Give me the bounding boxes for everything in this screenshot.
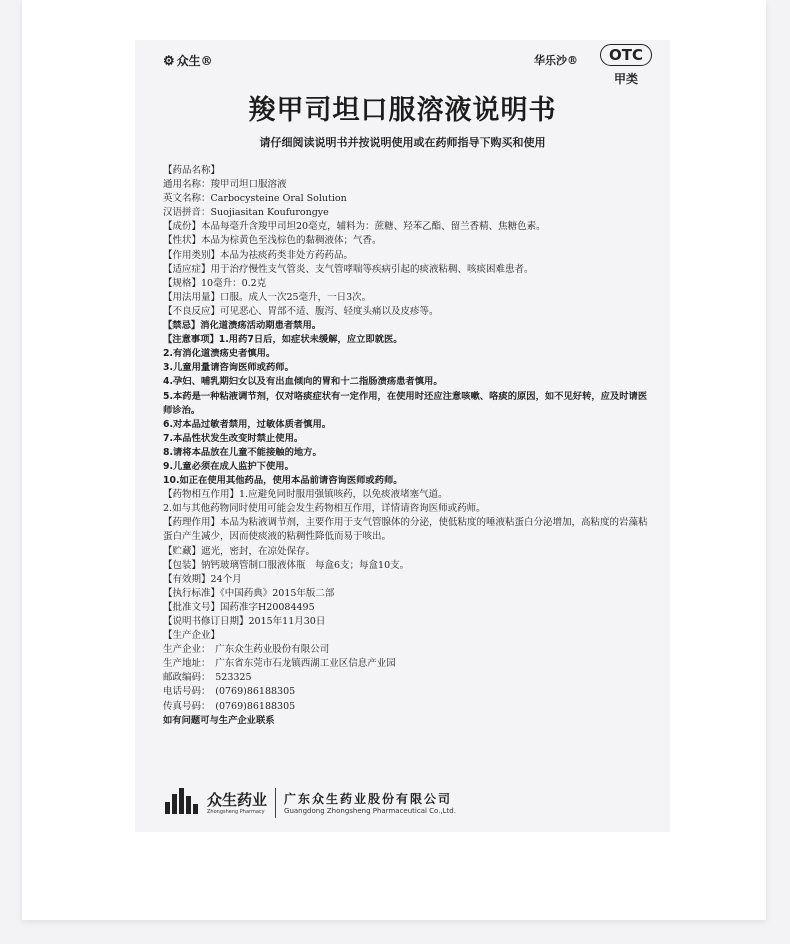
leaflet-line: 【规格】10毫升：0.2克 [163,277,267,289]
leaflet-line: 【作用类别】本品为祛痰药类非处方药药品。 [163,249,354,261]
leaflet-line: 生产企业： 广东众生药业股份有限公司 [163,644,330,656]
brand-name: 华乐沙® [534,54,578,67]
company-mark-icon: ⚙ [163,54,175,69]
document-title: 羧甲司坦口服溶液说明书 [248,95,557,126]
document-subtitle: 请仔细阅读说明书并按说明使用或在药师指导下购买和使用 [259,136,546,149]
leaflet-line: 【有效期】24个月 [163,573,242,585]
leaflet-line: 【执行标准】《中国药典》2015年版二部 [163,587,335,599]
leaflet-line: 【说明书修订日期】2015年11月30日 [163,616,326,627]
leaflet-line: 8.请将本品放在儿童不能接触的地方。 [163,446,322,458]
footer-logo [163,788,456,818]
otc-block [600,44,652,87]
zhongsheng-logo [163,52,213,69]
leaflet-line: 3.儿童用量请咨询医师或药师。 [163,362,294,374]
leaflet-line: 【包装】钠钙玻璃管制口服液体瓶 每盒6支；每盒10支。 [163,559,410,571]
leaflet-line: 5.本药是一种粘液调节剂，仅对咯痰症状有一定作用，在使用时还应注意咳嗽、咯痰的原因，如不见好转，应及时请医师诊治。 [163,390,648,416]
otc-badge: OTC [600,44,652,66]
leaflet-line: 邮政编码： 523325 [163,672,252,684]
leaflet-line: 【注意事项】1.用药7日后，如症状未缓解，应立即就医。 [163,334,403,346]
leaflet-line: 通用名称：羧甲司坦口服溶液 [163,179,287,191]
leaflet-line: 【药理作用】本品为粘液调节剂，主要作用于支气管腺体的分泌，使低粘度的唾液粘蛋白分泌增加，高粘度的岩藻粘蛋白产生减少，因而使痰液的粘稠性降低而易于咳出。 [163,517,648,543]
leaflet-line: 7.本品性状发生改变时禁止使用。 [163,432,304,444]
company-logo-icon [163,788,203,818]
leaflet-line: 【成份】本品每毫升含羧甲司坦20毫克，辅料为：蔗糖、羟苯乙酯、留兰香精、焦糖色素。 [163,221,546,233]
leaflet-line: 【药物相互作用】1.应避免同时服用强镇咳药，以免痰液堵塞气道。 [163,489,448,501]
footer-brand-cn: 众生药业 [207,791,268,809]
leaflet-line: 【批准文号】国药准字H20084495 [163,601,315,613]
otc-class-label: 甲类 [613,72,638,86]
footer-company-en: Guangdong Zhongsheng Pharmaceutical Co.,Ltd. [284,807,456,815]
leaflet-line: 英文名称：Carbocysteine Oral Solution [163,193,347,205]
footer-divider [275,788,276,818]
leaflet-line: 生产地址： 广东省东莞市石龙镇西湖工业区信息产业园 [163,658,396,670]
footer-brand-en: Zhongsheng Pharmacy [207,809,265,815]
footer-brand [207,791,267,815]
leaflet-line: 【性状】本品为棕黄色至浅棕色的黏稠液体；气香。 [163,235,382,247]
leaflet-line: 【不良反应】可见恶心、胃部不适、腹泻、轻度头痛以及皮疹等。 [163,305,439,317]
leaflet-line: 【生产企业】 [163,630,221,642]
leaflet-line: 【适应症】用于治疗慢性支气管炎、支气管哮喘等疾病引起的痰液粘稠、咳痰困难患者。 [163,263,534,275]
leaflet-line: 电话号码： (0769)86188305 [163,686,296,698]
logo-text: 众生® [176,54,213,68]
leaflet-line: 汉语拼音：Suojiasitan Koufurongye [163,207,329,219]
leaflet-line: 10.如正在使用其他药品，使用本品前请咨询医师或药师。 [163,475,403,487]
leaflet-line: 2.有消化道溃疡史者慎用。 [163,348,276,360]
leaflet-line: 【药品名称】 [163,165,221,176]
leaflet-body [163,164,652,728]
leaflet-line: 9.儿童必须在成人监护下使用。 [163,460,294,472]
leaflet-line: 【贮藏】遮光，密封，在凉处保存。 [163,545,316,557]
leaflet-line: 6.对本品过敏者禁用，过敏体质者慎用。 [163,418,332,430]
leaflet-line: 如有问题可与生产企业联系 [163,714,275,726]
footer-company [284,791,456,815]
leaflet-line: 传真号码： (0769)86188305 [163,700,296,712]
instruction-leaflet [135,40,670,832]
footer-company-cn: 广东众生药业股份有限公司 [284,792,453,806]
product-image-card [22,0,766,920]
leaflet-line: 2.如与其他药物同时使用可能会发生药物相互作用，详情请咨询医师或药师。 [163,503,486,515]
leaflet-line: 【禁忌】消化道溃疡活动期患者禁用。 [163,320,322,332]
leaflet-line: 【用法用量】口服。成人一次25毫升，一日3次。 [163,291,372,303]
leaflet-line: 4.孕妇、哺乳期妇女以及有出血倾向的胃和十二指肠溃疡患者慎用。 [163,376,443,388]
